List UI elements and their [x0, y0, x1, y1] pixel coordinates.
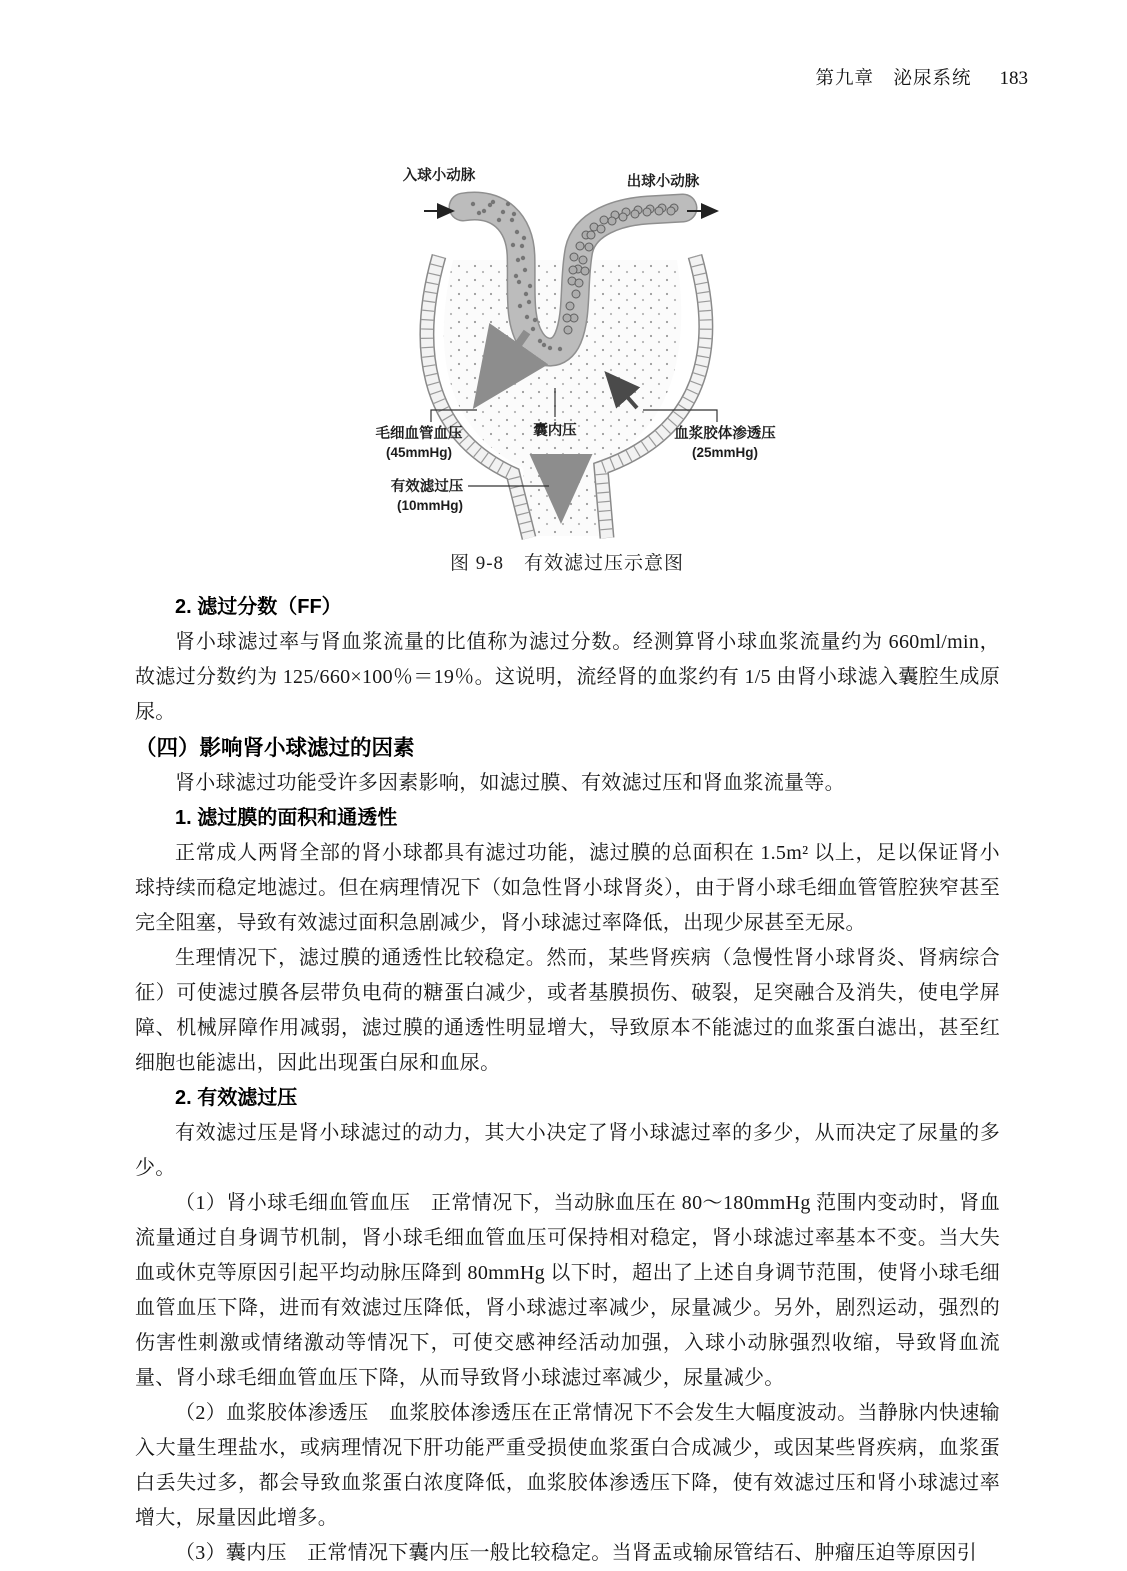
- paragraph: 有效滤过压是肾小球滤过的动力，其大小决定了肾小球滤过率的多少，从而决定了尿量的多少。: [135, 1122, 1000, 1179]
- figure-9-8: [327, 150, 807, 576]
- subsection-heading-membrane: 1. 滤过膜的面积和通透性: [175, 807, 398, 829]
- colloid-pressure-value: (25mmHg): [691, 445, 759, 460]
- paragraph: 正常成人两肾全部的肾小球都具有滤过功能，滤过膜的总面积在 1.5m² 以上，足以保证肾小球持续而稳定地滤过。但在病理情况下（如急性肾小球肾炎），由于肾小球毛细血管管腔狭窄甚至完全阻塞，导致有效滤过面积急剧减少，肾小球滤过率降低，出现少尿甚至无尿。: [135, 842, 1000, 934]
- glomerulus-diagram: [327, 150, 807, 542]
- capsule-pressure-label: 囊内压: [533, 423, 577, 439]
- paragraph: （2）血浆胶体渗透压 血浆胶体渗透压在正常情况下不会发生大幅度波动。当静脉内快速输入大量生理盐水，或病理情况下肝功能严重受损使血浆蛋白合成减少，或因某些肾疾病，血浆蛋白丢失过多，都会导致血浆蛋白浓度降低，血浆胶体渗透压下降，使有效滤过压和肾小球滤过率增大，尿量因此增多。: [135, 1402, 1000, 1529]
- figure-caption: 图 9-8 有效滤过压示意图: [449, 553, 685, 574]
- page-number: 183: [999, 68, 1028, 89]
- subsection-heading-pressure: 2. 有效滤过压: [175, 1087, 298, 1109]
- capillary-pressure-value: (45mmHg): [385, 445, 453, 460]
- paragraph: 生理情况下，滤过膜的通透性比较稳定。然而，某些肾疾病（急慢性肾小球肾炎、肾病综合征）可使滤过膜各层带负电荷的糖蛋白减少，或者基膜损伤、破裂，足突融合及消失，使电学屏障、机械屏障作用减弱，滤过膜的通透性明显增大，导致原本不能滤过的血浆蛋白滤出，甚至红细胞也能滤出，因此出现蛋白尿和血尿。: [135, 947, 1000, 1074]
- subsection-heading-ff: 2. 滤过分数（FF）: [175, 596, 342, 618]
- paragraph: 肾小球滤过率与肾血浆流量的比值称为滤过分数。经测算肾小球血浆流量约为 660ml/min，故滤过分数约为 125/660×100％＝19％。这说明，流经肾的血浆约有 1/5 由肾小球滤入囊腔生成原尿。: [135, 631, 1000, 723]
- page-body: [135, 590, 1000, 1571]
- effective-pressure-label: 有效滤过压: [390, 479, 464, 495]
- paragraph: （1）肾小球毛细血管血压 正常情况下，当动脉血压在 80～180mmHg 范围内变动时，肾血流量通过自身调节机制，肾小球毛细血管血压可保持相对稳定，肾小球滤过率基本不变。当大失血或休克等原因引起平均动脉压降到 80mmHg 以下时，超出了上述自身调节范围，使肾小球毛细血管血压下降，进而有效滤过压降低，肾小球滤过率减少，尿量减少。另外，剧烈运动，强烈的伤害性刺激或情绪激动等情况下，可使交感神经活动加强，入球小动脉强烈收缩，导致肾血流量、肾小球毛细血管血压下降，从而导致肾小球滤过率减少，尿量减少。: [135, 1192, 1000, 1389]
- colloid-pressure-label: 血浆胶体渗透压: [674, 426, 776, 442]
- efferent-arteriole-label: 出球小动脉: [626, 174, 700, 190]
- section-heading-factors: （四）影响肾小球滤过的因素: [135, 736, 415, 760]
- capillary-pressure-label: 毛细血管血压: [375, 426, 463, 442]
- paragraph: 肾小球滤过功能受许多因素影响，如滤过膜、有效滤过压和肾血浆流量等。: [175, 772, 845, 794]
- afferent-arteriole-label: 入球小动脉: [402, 168, 476, 184]
- chapter-title: 第九章 泌尿系统: [815, 69, 972, 89]
- paragraph: （3）囊内压 正常情况下囊内压一般比较稳定。当肾盂或输尿管结石、肿瘤压迫等原因引: [175, 1542, 977, 1564]
- running-head: [815, 64, 1028, 90]
- effective-pressure-value: (10mmHg): [396, 498, 464, 513]
